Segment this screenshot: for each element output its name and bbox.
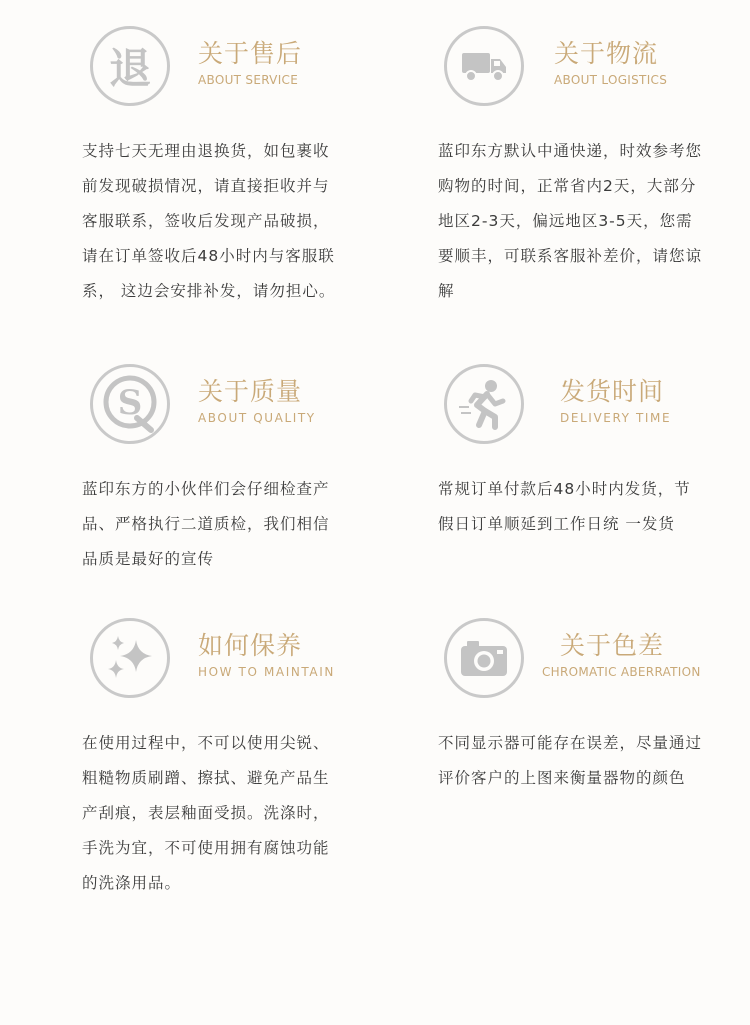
running-man-icon (444, 364, 524, 444)
section-subtitle: HOW TO MAINTAIN (198, 665, 335, 679)
section-title: 如何保养 (198, 631, 303, 660)
section-subtitle: ABOUT SERVICE (198, 73, 299, 87)
section-title: 发货时间 (560, 377, 665, 406)
section-title: 关于物流 (554, 39, 659, 68)
section-text: 不同显示器可能存在误差，尽量通过评价客户的上图来衡量器物的颜色 (438, 734, 703, 787)
section-text: 常规订单付款后48小时内发货，节假日订单顺延到工作日统 一发货 (438, 480, 691, 533)
section-delivery (438, 358, 738, 542)
quality-seal-icon (90, 364, 170, 444)
section-maintain (82, 612, 382, 901)
section-service (82, 20, 382, 309)
section-quality (82, 358, 382, 577)
section-text: 支持七天无理由退换货，如包裹收前发现破损情况，请直接拒收并与客服联系，签收后发现产品破损，请在订单签收后48小时内与客服联系， 这边会安排补发，请勿担心。 (82, 142, 336, 300)
section-text: 蓝印东方的小伙伴们会仔细检查产品、严格执行二道质检，我们相信品质是最好的宣传 (82, 480, 330, 568)
section-title: 关于质量 (198, 377, 303, 406)
truck-icon (444, 26, 524, 106)
section-text: 在使用过程中，不可以使用尖锐、粗糙物质刷蹭、擦拭、避免产品生产刮痕，表层釉面受损。洗涤时，手洗为宜，不可使用拥有腐蚀功能的洗涤用品。 (82, 734, 330, 892)
section-subtitle: DELIVERY TIME (560, 411, 672, 425)
section-chromatic (438, 612, 738, 796)
section-title: 关于售后 (198, 39, 303, 68)
svg-text:S: S (117, 383, 143, 423)
section-logistics (438, 20, 738, 309)
section-subtitle: ABOUT LOGISTICS (554, 73, 668, 87)
sparkle-icon (90, 618, 170, 698)
return-icon: 退 (90, 26, 170, 106)
section-text: 蓝印东方默认中通快递，时效参考您购物的时间，正常省内2天，大部分地区2-3天，偏远地区3-5天，您需要顺丰，可联系客服补差价，请您谅解 (438, 142, 703, 300)
section-title: 关于色差 (560, 631, 665, 660)
section-subtitle: ABOUT QUALITY (198, 411, 316, 425)
camera-icon (444, 618, 524, 698)
section-subtitle: CHROMATIC ABERRATION (542, 665, 701, 679)
